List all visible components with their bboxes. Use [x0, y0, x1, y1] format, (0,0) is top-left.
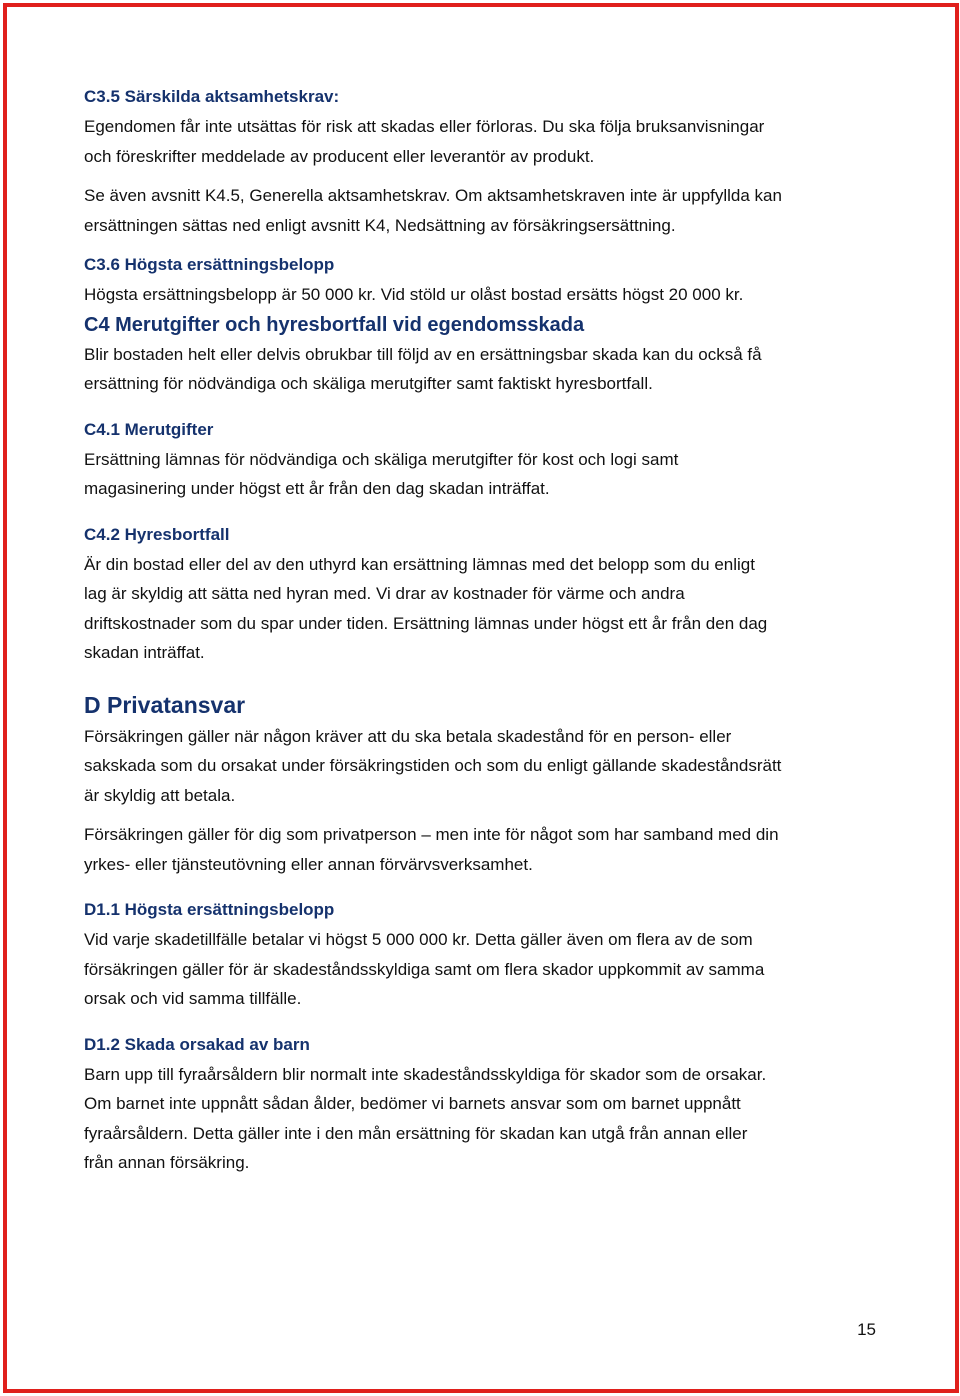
- text-line: lag är skyldig att sätta ned hyran med. Vi drar av kostnader för värme och andra: [84, 584, 685, 603]
- text-line: driftskostnader som du spar under tiden. Ersättning lämnas under högst ett år från den dag: [84, 613, 768, 633]
- text-line: Högsta ersättningsbelopp är 50 000 kr. Vid stöld ur olåst bostad ersätts högst 20 000 kr.: [84, 285, 744, 304]
- text-line: Försäkringen gäller när någon kräver att du ska betala skadestånd för en person- eller: [84, 726, 732, 746]
- text-line: Försäkringen gäller för dig som privatperson – men inte för något som har samband med din: [84, 825, 779, 844]
- text-line: är skyldig att betala.: [84, 785, 236, 805]
- paragraph-c3-6-1: [84, 280, 884, 310]
- section-heading-c3-6: C3.6 Högsta ersättningsbelopp: [84, 255, 335, 274]
- paragraph-d-1: [84, 722, 884, 811]
- text-line: Vid varje skadetillfälle betalar vi högst 5 000 000 kr. Detta gäller även om flera av de som: [84, 930, 753, 949]
- paragraph-c3-5-2: [84, 181, 884, 240]
- text-line: magasinering under högst ett år från den dag skadan inträffat.: [84, 479, 550, 498]
- paragraph-c4-1: [84, 340, 884, 399]
- text-line: Om barnet inte uppnått sådan ålder, bedömer vi barnets ansvar som om barnet uppnått: [84, 1094, 741, 1113]
- section-heading-c4-2: C4.2 Hyresbortfall: [84, 524, 230, 544]
- text-line: Blir bostaden helt eller delvis obrukbar till följd av en ersättningsbar skada kan du också få: [84, 344, 762, 364]
- text-line: Är din bostad eller del av den uthyrd kan ersättning lämnas med det belopp som du enligt: [84, 554, 755, 574]
- text-line: Ersättning lämnas för nödvändiga och skäliga merutgifter för kost och logi samt: [84, 449, 679, 469]
- text-line: Barn upp till fyraårsåldern blir normalt inte skadeståndsskyldiga för skador som de orsakar.: [84, 1064, 767, 1084]
- text-line: orsak och vid samma tillfälle.: [84, 989, 302, 1008]
- section-heading-d1-2: D1.2 Skada orsakad av barn: [84, 1034, 310, 1054]
- paragraph-c3-5-1: [84, 112, 884, 171]
- section-heading-d: D Privatansvar: [84, 691, 246, 718]
- text-line: från annan försäkring.: [84, 1153, 250, 1172]
- text-line: fyraårsåldern. Detta gäller inte i den mån ersättning för skadan kan utgå från annan eller: [84, 1123, 748, 1143]
- section-heading-c3-5: C3.5 Särskilda aktsamhetskrav:: [84, 87, 340, 106]
- text-line: sakskada som du orsakat under försäkringstiden och som du enligt gällande skadeståndsrätt: [84, 756, 782, 775]
- text-line: yrkes- eller tjänsteutövning eller annan förvärvsverksamhet.: [84, 854, 533, 874]
- paragraph-d1-2-1: [84, 1060, 884, 1178]
- text-line: Egendomen får inte utsättas för risk att skadas eller förloras. Du ska följa bruksanvisningar: [84, 117, 765, 136]
- paragraph-c4-2-1: [84, 550, 884, 668]
- paragraph-d1-1-1: [84, 925, 884, 1014]
- text-line: skadan inträffat.: [84, 643, 205, 662]
- document-body: [84, 82, 884, 1178]
- paragraph-d-2: [84, 820, 884, 879]
- text-line: försäkringen gäller för är skadeståndsskyldiga samt om flera skador uppkommit av samma: [84, 959, 765, 979]
- section-heading-c4: C4 Merutgifter och hyresbortfall vid egendomsskada: [84, 313, 585, 336]
- section-heading-d1-1: D1.1 Högsta ersättningsbelopp: [84, 900, 335, 919]
- text-line: och föreskrifter meddelade av producent eller leverantör av produkt.: [84, 146, 595, 166]
- text-line: Se även avsnitt K4.5, Generella aktsamhetskrav. Om aktsamhetskraven inte är uppfyllda kan: [84, 186, 782, 205]
- text-line: ersättning för nödvändiga och skäliga merutgifter samt faktiskt hyresbortfall.: [84, 374, 653, 393]
- section-heading-c4-1: C4.1 Merutgifter: [84, 419, 214, 439]
- page-number: 15: [857, 1320, 876, 1339]
- paragraph-c4-1-1: [84, 445, 884, 504]
- text-line: ersättningen sättas ned enligt avsnitt K4, Nedsättning av försäkringsersättning.: [84, 215, 676, 235]
